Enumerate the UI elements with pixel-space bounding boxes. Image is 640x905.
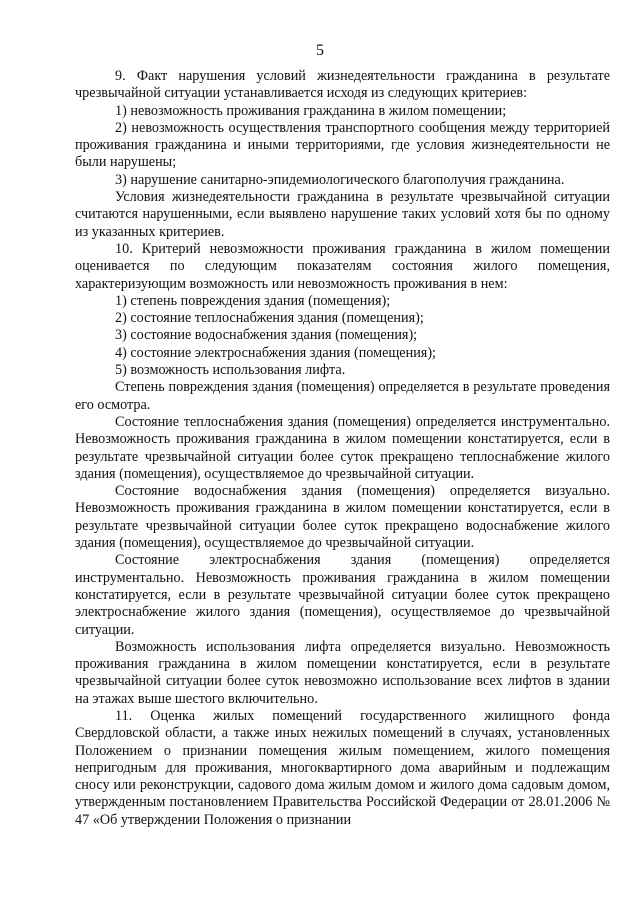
paragraph-water: Состояние водоснабжения здания (помещения) определяется визуально. Невозможность проживания гражданина в жилом помещении констатируется, если в результате чрезвычайной ситуации более суток прекращено водоснабжение жилого здания (помещения), осуществляемое до чрезвычайной ситуации. [75, 483, 610, 552]
indicator-item-5: 5) возможность использования лифта. [115, 362, 346, 379]
criterion-item-2: 2) невозможность осуществления транспортного сообщения между территорией проживания гражданина и иными территориями, где условия жизнедеятельности не были нарушены; [75, 119, 610, 171]
paragraph-11: 11. Оценка жилых помещений государственного жилищного фонда Свердловской области, а также иных нежилых помещений в случаях, установленных Положением о признании помещения жилым помещением, жилого помещения непригодным для проживания, многоквартирного дома аварийным и подлежащим сносу или реконструкции, садового дома жилым домом и жилого дома садовым домом, утвержденным постановлением Правительства Российской Федерации от 28.01.2006 № 47 «Об утверждении Положения о признании [75, 707, 610, 828]
paragraph-9: 9. Факт нарушения условий жизнедеятельности гражданина в результате чрезвычайной ситуации устанавливается исходя из следующих критериев: [75, 68, 610, 102]
paragraph-10: 10. Критерий невозможности проживания гражданина в жилом помещении оценивается по следующим показателям состояния жилого помещения, характеризующим возможность или невозможность проживания в нем: [75, 240, 610, 292]
page-number: 5 [316, 42, 324, 59]
paragraph-elevator: Возможность использования лифта определяется визуально. Невозможность проживания гражданина в жилом помещении констатируется, если в результате чрезвычайной ситуации более суток невозможно использование всех лифтов в здании на этажах выше шестого включительно. [75, 638, 610, 707]
indicator-item-4: 4) состояние электроснабжения здания (помещения); [115, 344, 436, 361]
paragraph-heating: Состояние теплоснабжения здания (помещения) определяется инструментально. Невозможность проживания гражданина в жилом помещении констатируется, если в результате чрезвычайной ситуации более суток прекращено теплоснабжение жилого здания (помещения), осуществляемое до чрезвычайной ситуации. [75, 413, 610, 482]
document-body [75, 68, 610, 829]
indicator-item-1: 1) степень повреждения здания (помещения); [115, 292, 391, 309]
paragraph-damage: Степень повреждения здания (помещения) определяется в результате проведения его осмотра. [75, 379, 610, 413]
indicator-item-2: 2) состояние теплоснабжения здания (помещения); [115, 310, 424, 327]
indicator-item-3: 3) состояние водоснабжения здания (помещения); [115, 327, 418, 344]
paragraph-electricity: Состояние электроснабжения здания (помещения) определяется инструментально. Невозможность проживания гражданина в жилом помещении констатируется, если в результате чрезвычайной ситуации более суток прекращено электроснабжение жилого здания (помещения), осуществляемое до чрезвычайной ситуации. [75, 552, 610, 638]
criterion-item-1: 1) невозможность проживания гражданина в жилом помещении; [115, 102, 507, 119]
paragraph-conditions: Условия жизнедеятельности гражданина в результате чрезвычайной ситуации считаются нарушенными, если выявлено нарушение таких условий хотя бы по одному из указанных критериев. [75, 189, 610, 240]
criterion-item-3: 3) нарушение санитарно-эпидемиологического благополучия гражданина. [115, 171, 565, 188]
